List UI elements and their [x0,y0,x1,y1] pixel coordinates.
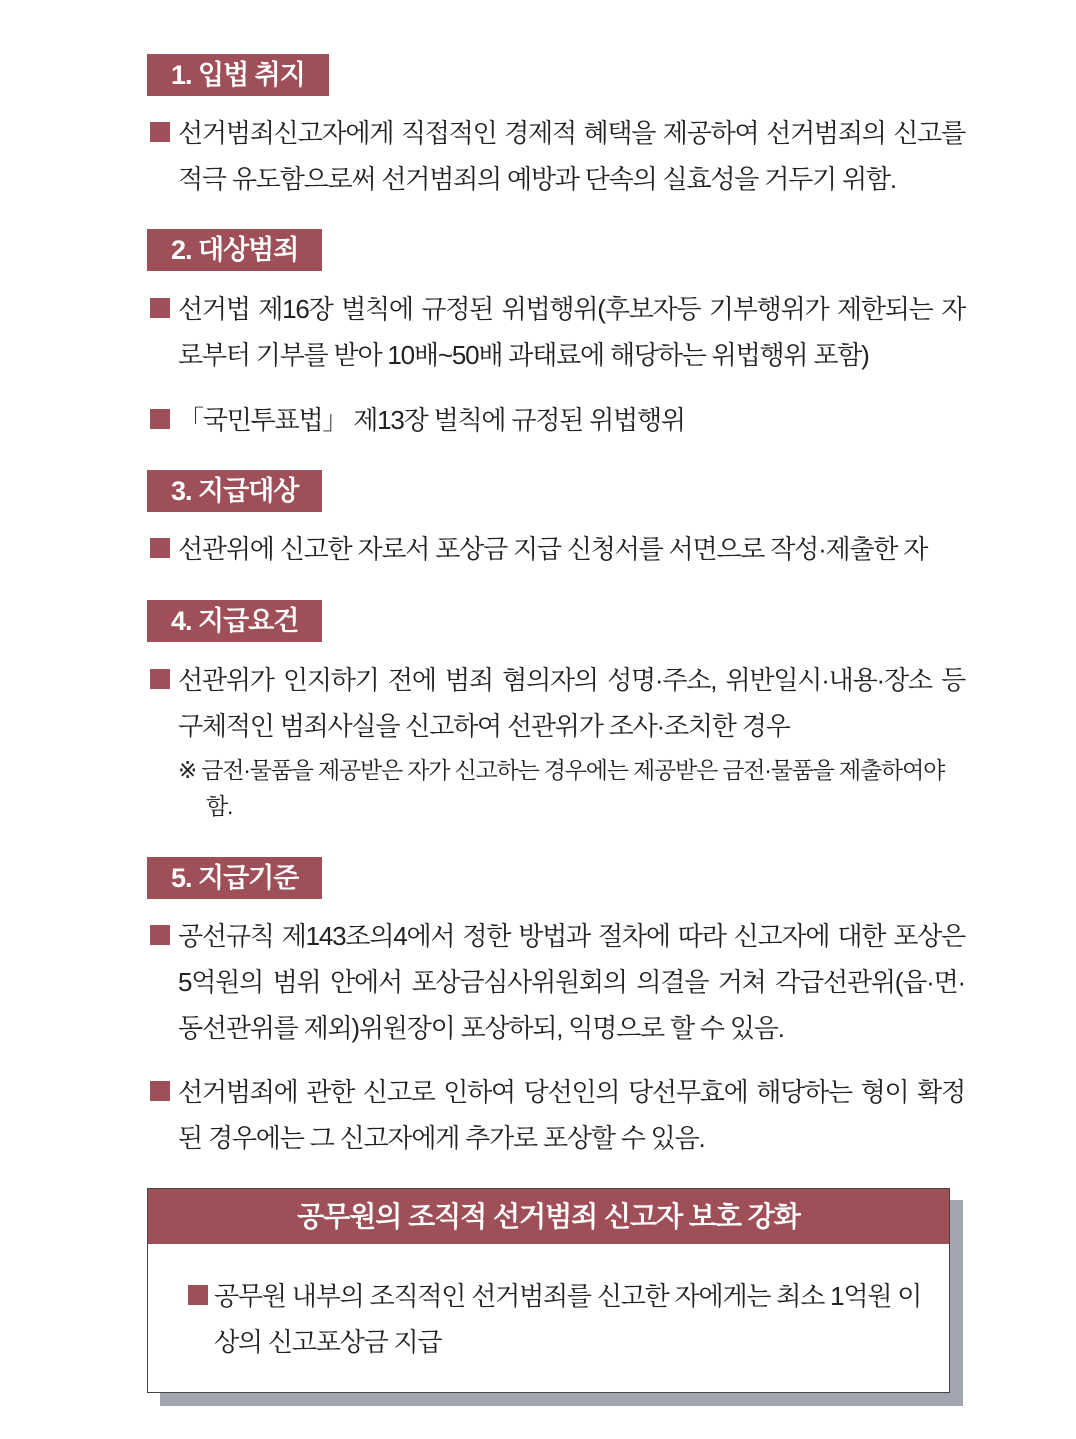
list-item [188,1273,944,1365]
list-item [150,286,965,378]
item-text: 공선규칙 제143조의4에서 정한 방법과 절차에 따라 신고자에 대한 포상은 5억원의 범위 안에서 포상금심사위원회의 의결을 거쳐 각급선관위(읍·면·동선관위를 제외)위원장이 포상하되, 익명으로 할 수 있음. [178,921,965,1043]
section-heading-2: 2. 대상범죄 [147,229,322,271]
note-text: ※ 금전·물품을 제공받은 자가 신고하는 경우에는 제공받은 금전·물품을 제출하여야 함. [178,757,945,819]
list-item [150,1069,965,1161]
section-heading-1: 1. 입법 취지 [147,54,329,96]
item-text: 「국민투표법」 제13장 벌칙에 규정된 위법행위 [178,405,685,435]
item-text: 선거범죄에 관한 신고로 인하여 당선인의 당선무효에 해당하는 형이 확정된 경우에는 그 신고자에게 추가로 포상할 수 있음. [178,1077,965,1153]
bullet-square-icon [150,1081,170,1101]
bullet-square-icon [150,538,170,558]
bullet-square-icon [150,669,170,689]
item-text: 선관위가 인지하기 전에 범죄 혐의자의 성명·주소, 위반일시·내용·장소 등 구체적인 범죄사실을 신고하여 선관위가 조사·조치한 경우 [178,665,965,741]
list-item [150,657,965,749]
item-text: 공무원 내부의 조직적인 선거범죄를 신고한 자에게는 최소 1억원 이상의 신고포상금 지급 [214,1281,922,1357]
item-text: 선거법 제16장 벌칙에 규정된 위법행위(후보자등 기부행위가 제한되는 자로부터 기부를 받아 10배~50배 과태료에 해당하는 위법행위 포함) [178,294,965,370]
highlight-box [147,1188,950,1393]
bullet-square-icon [188,1285,208,1305]
item-text: 선관위에 신고한 자로서 포상금 지급 신청서를 서면으로 작성·제출한 자 [178,534,928,564]
section-heading-3: 3. 지급대상 [147,470,322,512]
list-item [150,913,965,1051]
list-item [150,526,965,572]
section-heading-5: 5. 지급기준 [147,857,322,899]
bullet-square-icon [150,925,170,945]
list-item [150,397,965,443]
highlight-box-title: 공무원의 조직적 선거범죄 신고자 보호 강화 [148,1189,949,1244]
bullet-square-icon [150,122,170,142]
bullet-square-icon [150,298,170,318]
item-text: 선거범죄신고자에게 직접적인 경제적 혜택을 제공하여 선거범죄의 신고를 적극 유도함으로써 선거범죄의 예방과 단속의 실효성을 거두기 위함. [178,118,965,194]
section-heading-4: 4. 지급요건 [147,600,322,642]
list-item [150,110,965,202]
bullet-square-icon [150,409,170,429]
